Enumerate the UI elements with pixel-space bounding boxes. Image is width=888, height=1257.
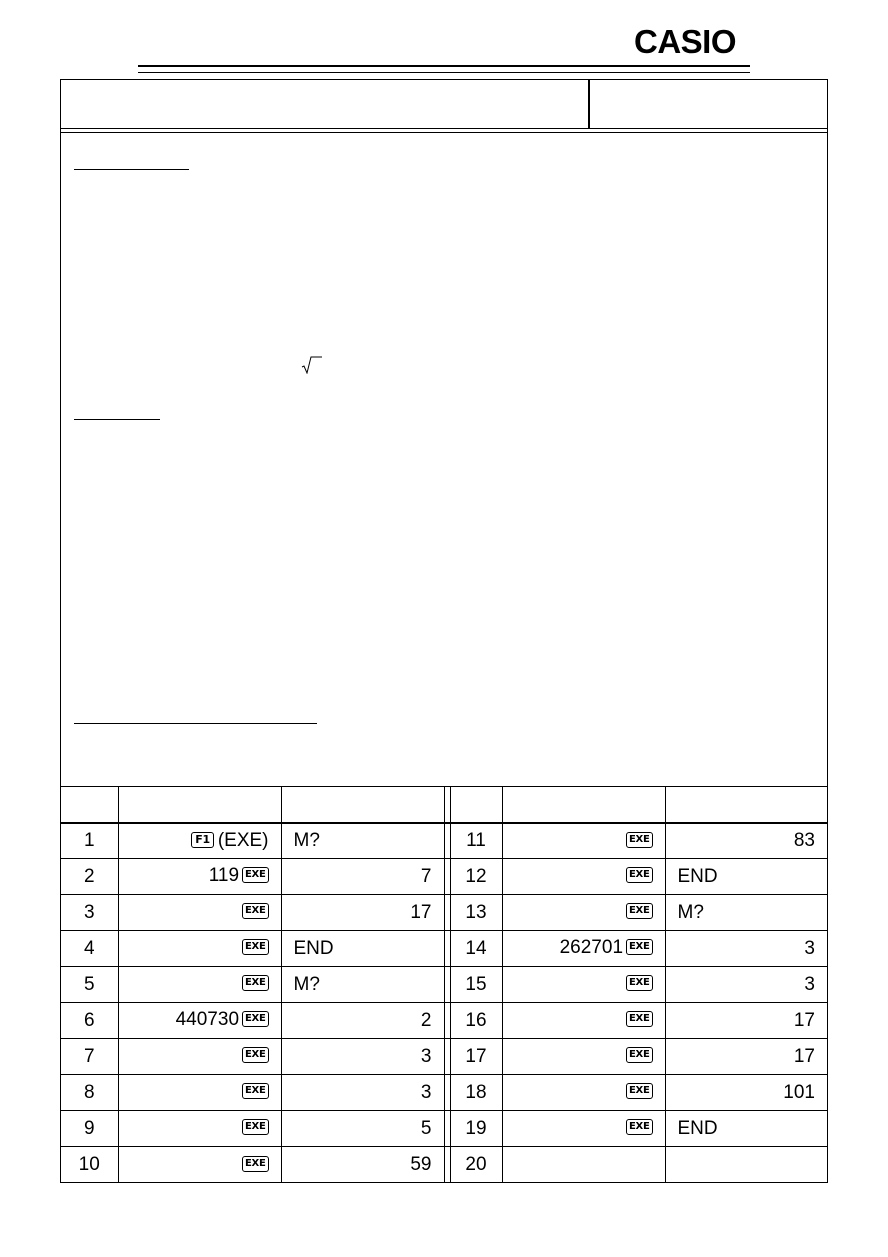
display-value: 3 bbox=[804, 973, 815, 995]
step-number bbox=[61, 1003, 118, 1039]
step-number bbox=[450, 895, 502, 931]
display-value: 59 bbox=[410, 1153, 432, 1175]
display-value: 5 bbox=[420, 1117, 432, 1139]
header-cell bbox=[502, 787, 665, 823]
display-result bbox=[281, 1039, 444, 1075]
exe-key-icon: EXE bbox=[626, 939, 652, 955]
step-number bbox=[450, 1003, 502, 1039]
input-value: 440730 bbox=[175, 1009, 240, 1031]
display-result bbox=[665, 931, 827, 967]
key-operation bbox=[118, 823, 281, 859]
exe-key-icon: EXE bbox=[242, 1047, 268, 1063]
exe-key-icon: EXE bbox=[242, 975, 268, 991]
key-operation bbox=[118, 1039, 281, 1075]
key-operation bbox=[502, 895, 665, 931]
step-number-label: 5 bbox=[83, 973, 95, 995]
step-number bbox=[61, 895, 118, 931]
step-number-label: 10 bbox=[78, 1153, 100, 1175]
key-operation bbox=[502, 1111, 665, 1147]
key-suffix: (EXE) bbox=[217, 829, 269, 851]
table-row bbox=[61, 1075, 827, 1111]
exe-key-icon: EXE bbox=[626, 1119, 652, 1135]
casio-logo bbox=[618, 24, 752, 60]
section-heading-underline bbox=[74, 723, 317, 724]
key-operation bbox=[118, 1075, 281, 1111]
step-number bbox=[61, 967, 118, 1003]
table-row bbox=[61, 859, 827, 895]
key-operation bbox=[118, 967, 281, 1003]
header-rule-thin bbox=[138, 72, 750, 73]
key-operation bbox=[118, 1111, 281, 1147]
exe-key-icon: EXE bbox=[626, 832, 652, 848]
table-row bbox=[61, 967, 827, 1003]
key-operation bbox=[502, 1039, 665, 1075]
step-number-label: 14 bbox=[465, 937, 487, 959]
key-operation bbox=[502, 931, 665, 967]
display-result bbox=[665, 1147, 827, 1183]
step-number bbox=[450, 1147, 502, 1183]
step-number bbox=[450, 1075, 502, 1111]
table-row bbox=[61, 1039, 827, 1075]
display-value: M? bbox=[677, 901, 704, 923]
step-number-label: 18 bbox=[465, 1081, 487, 1103]
step-number bbox=[61, 859, 118, 895]
key-operation bbox=[118, 859, 281, 895]
exe-key-icon: EXE bbox=[242, 1119, 268, 1135]
display-result bbox=[665, 859, 827, 895]
step-number bbox=[450, 931, 502, 967]
display-value: 3 bbox=[420, 1045, 432, 1067]
table-row bbox=[61, 1111, 827, 1147]
exe-key-icon: EXE bbox=[242, 1083, 268, 1099]
header-cell bbox=[118, 787, 281, 823]
table-row bbox=[61, 823, 827, 859]
exe-key-icon: EXE bbox=[626, 1083, 652, 1099]
table-row bbox=[61, 895, 827, 931]
exe-key-icon: EXE bbox=[242, 1156, 268, 1172]
exe-key-icon: EXE bbox=[626, 1047, 652, 1063]
step-number bbox=[61, 1111, 118, 1147]
key-operation bbox=[502, 823, 665, 859]
display-value: 17 bbox=[793, 1009, 815, 1031]
display-value: 83 bbox=[793, 829, 815, 851]
key-operation bbox=[502, 859, 665, 895]
svg-text:CASIO: CASIO bbox=[633, 24, 737, 60]
header-cell bbox=[61, 787, 118, 823]
key-operation bbox=[118, 1147, 281, 1183]
display-value: 17 bbox=[793, 1045, 815, 1067]
step-number bbox=[450, 1039, 502, 1075]
step-number-label: 7 bbox=[83, 1045, 95, 1067]
display-value: END bbox=[293, 937, 334, 959]
step-number-label: 13 bbox=[465, 901, 487, 923]
display-result bbox=[281, 1003, 444, 1039]
exe-key-icon: EXE bbox=[626, 903, 652, 919]
table-row bbox=[61, 931, 827, 967]
title-underline bbox=[61, 132, 827, 133]
display-result bbox=[281, 1111, 444, 1147]
display-result bbox=[665, 823, 827, 859]
key-operation bbox=[118, 931, 281, 967]
display-value: M? bbox=[293, 829, 320, 851]
step-number bbox=[61, 1147, 118, 1183]
worksheet-frame bbox=[60, 79, 828, 1183]
exe-key-icon: EXE bbox=[626, 1011, 652, 1027]
header-cell bbox=[665, 787, 827, 823]
step-number bbox=[61, 823, 118, 859]
operation-table bbox=[61, 786, 827, 1183]
section-heading-underline bbox=[74, 169, 189, 170]
table-row bbox=[61, 1003, 827, 1039]
step-number-label: 6 bbox=[83, 1009, 95, 1031]
title-row bbox=[61, 80, 827, 129]
key-operation bbox=[502, 1003, 665, 1039]
step-number-label: 3 bbox=[83, 901, 95, 923]
input-value: 119 bbox=[208, 865, 240, 887]
display-result bbox=[281, 967, 444, 1003]
display-value: END bbox=[677, 1117, 718, 1139]
key-operation bbox=[118, 895, 281, 931]
display-result bbox=[281, 1147, 444, 1183]
input-value: 262701 bbox=[559, 937, 624, 959]
display-result bbox=[665, 1039, 827, 1075]
display-result bbox=[281, 859, 444, 895]
display-result bbox=[665, 1003, 827, 1039]
title-divider bbox=[588, 80, 590, 128]
step-number bbox=[450, 1111, 502, 1147]
step-number-label: 1 bbox=[83, 829, 95, 851]
step-number-label: 20 bbox=[465, 1153, 487, 1175]
display-result bbox=[665, 1111, 827, 1147]
exe-key-icon: EXE bbox=[242, 939, 268, 955]
step-number-label: 11 bbox=[466, 829, 486, 851]
exe-key-icon: EXE bbox=[242, 867, 268, 883]
step-number-label: 4 bbox=[83, 937, 95, 959]
key-operation bbox=[502, 967, 665, 1003]
display-value: 101 bbox=[783, 1081, 815, 1103]
exe-key-icon: EXE bbox=[626, 867, 652, 883]
section-heading-underline bbox=[74, 419, 160, 420]
step-number-label: 15 bbox=[465, 973, 487, 995]
display-value: 7 bbox=[420, 865, 432, 887]
step-number bbox=[450, 967, 502, 1003]
step-number-label: 8 bbox=[83, 1081, 95, 1103]
step-number-label: 9 bbox=[83, 1117, 95, 1139]
display-result bbox=[281, 931, 444, 967]
table-header-row bbox=[61, 787, 827, 823]
display-value: M? bbox=[293, 973, 320, 995]
step-number bbox=[61, 1039, 118, 1075]
sqrt-symbol bbox=[301, 356, 323, 374]
display-result bbox=[665, 967, 827, 1003]
step-number bbox=[61, 1075, 118, 1111]
step-number bbox=[450, 859, 502, 895]
key-operation bbox=[502, 1075, 665, 1111]
display-value: END bbox=[677, 865, 718, 887]
step-number-label: 12 bbox=[465, 865, 487, 887]
step-number bbox=[450, 823, 502, 859]
display-value: 3 bbox=[420, 1081, 432, 1103]
step-number-label: 2 bbox=[83, 865, 95, 887]
display-result bbox=[665, 1075, 827, 1111]
header-cell bbox=[450, 787, 502, 823]
display-result bbox=[281, 895, 444, 931]
header-cell bbox=[281, 787, 444, 823]
key-operation bbox=[502, 1147, 665, 1183]
exe-key-icon: EXE bbox=[626, 975, 652, 991]
step-number-label: 19 bbox=[465, 1117, 487, 1139]
key-operation bbox=[118, 1003, 281, 1039]
exe-key-icon: EXE bbox=[242, 903, 268, 919]
header-rule-thick bbox=[138, 65, 750, 67]
exe-key-icon: EXE bbox=[242, 1011, 268, 1027]
display-value: 2 bbox=[420, 1009, 432, 1031]
f1-key-icon: F1 bbox=[191, 832, 214, 848]
display-result bbox=[665, 895, 827, 931]
display-value: 17 bbox=[410, 901, 432, 923]
display-result bbox=[281, 823, 444, 859]
step-number-label: 17 bbox=[465, 1045, 487, 1067]
table-row bbox=[61, 1147, 827, 1183]
step-number-label: 16 bbox=[465, 1009, 487, 1031]
step-number bbox=[61, 931, 118, 967]
display-result bbox=[281, 1075, 444, 1111]
display-value: 3 bbox=[804, 937, 815, 959]
